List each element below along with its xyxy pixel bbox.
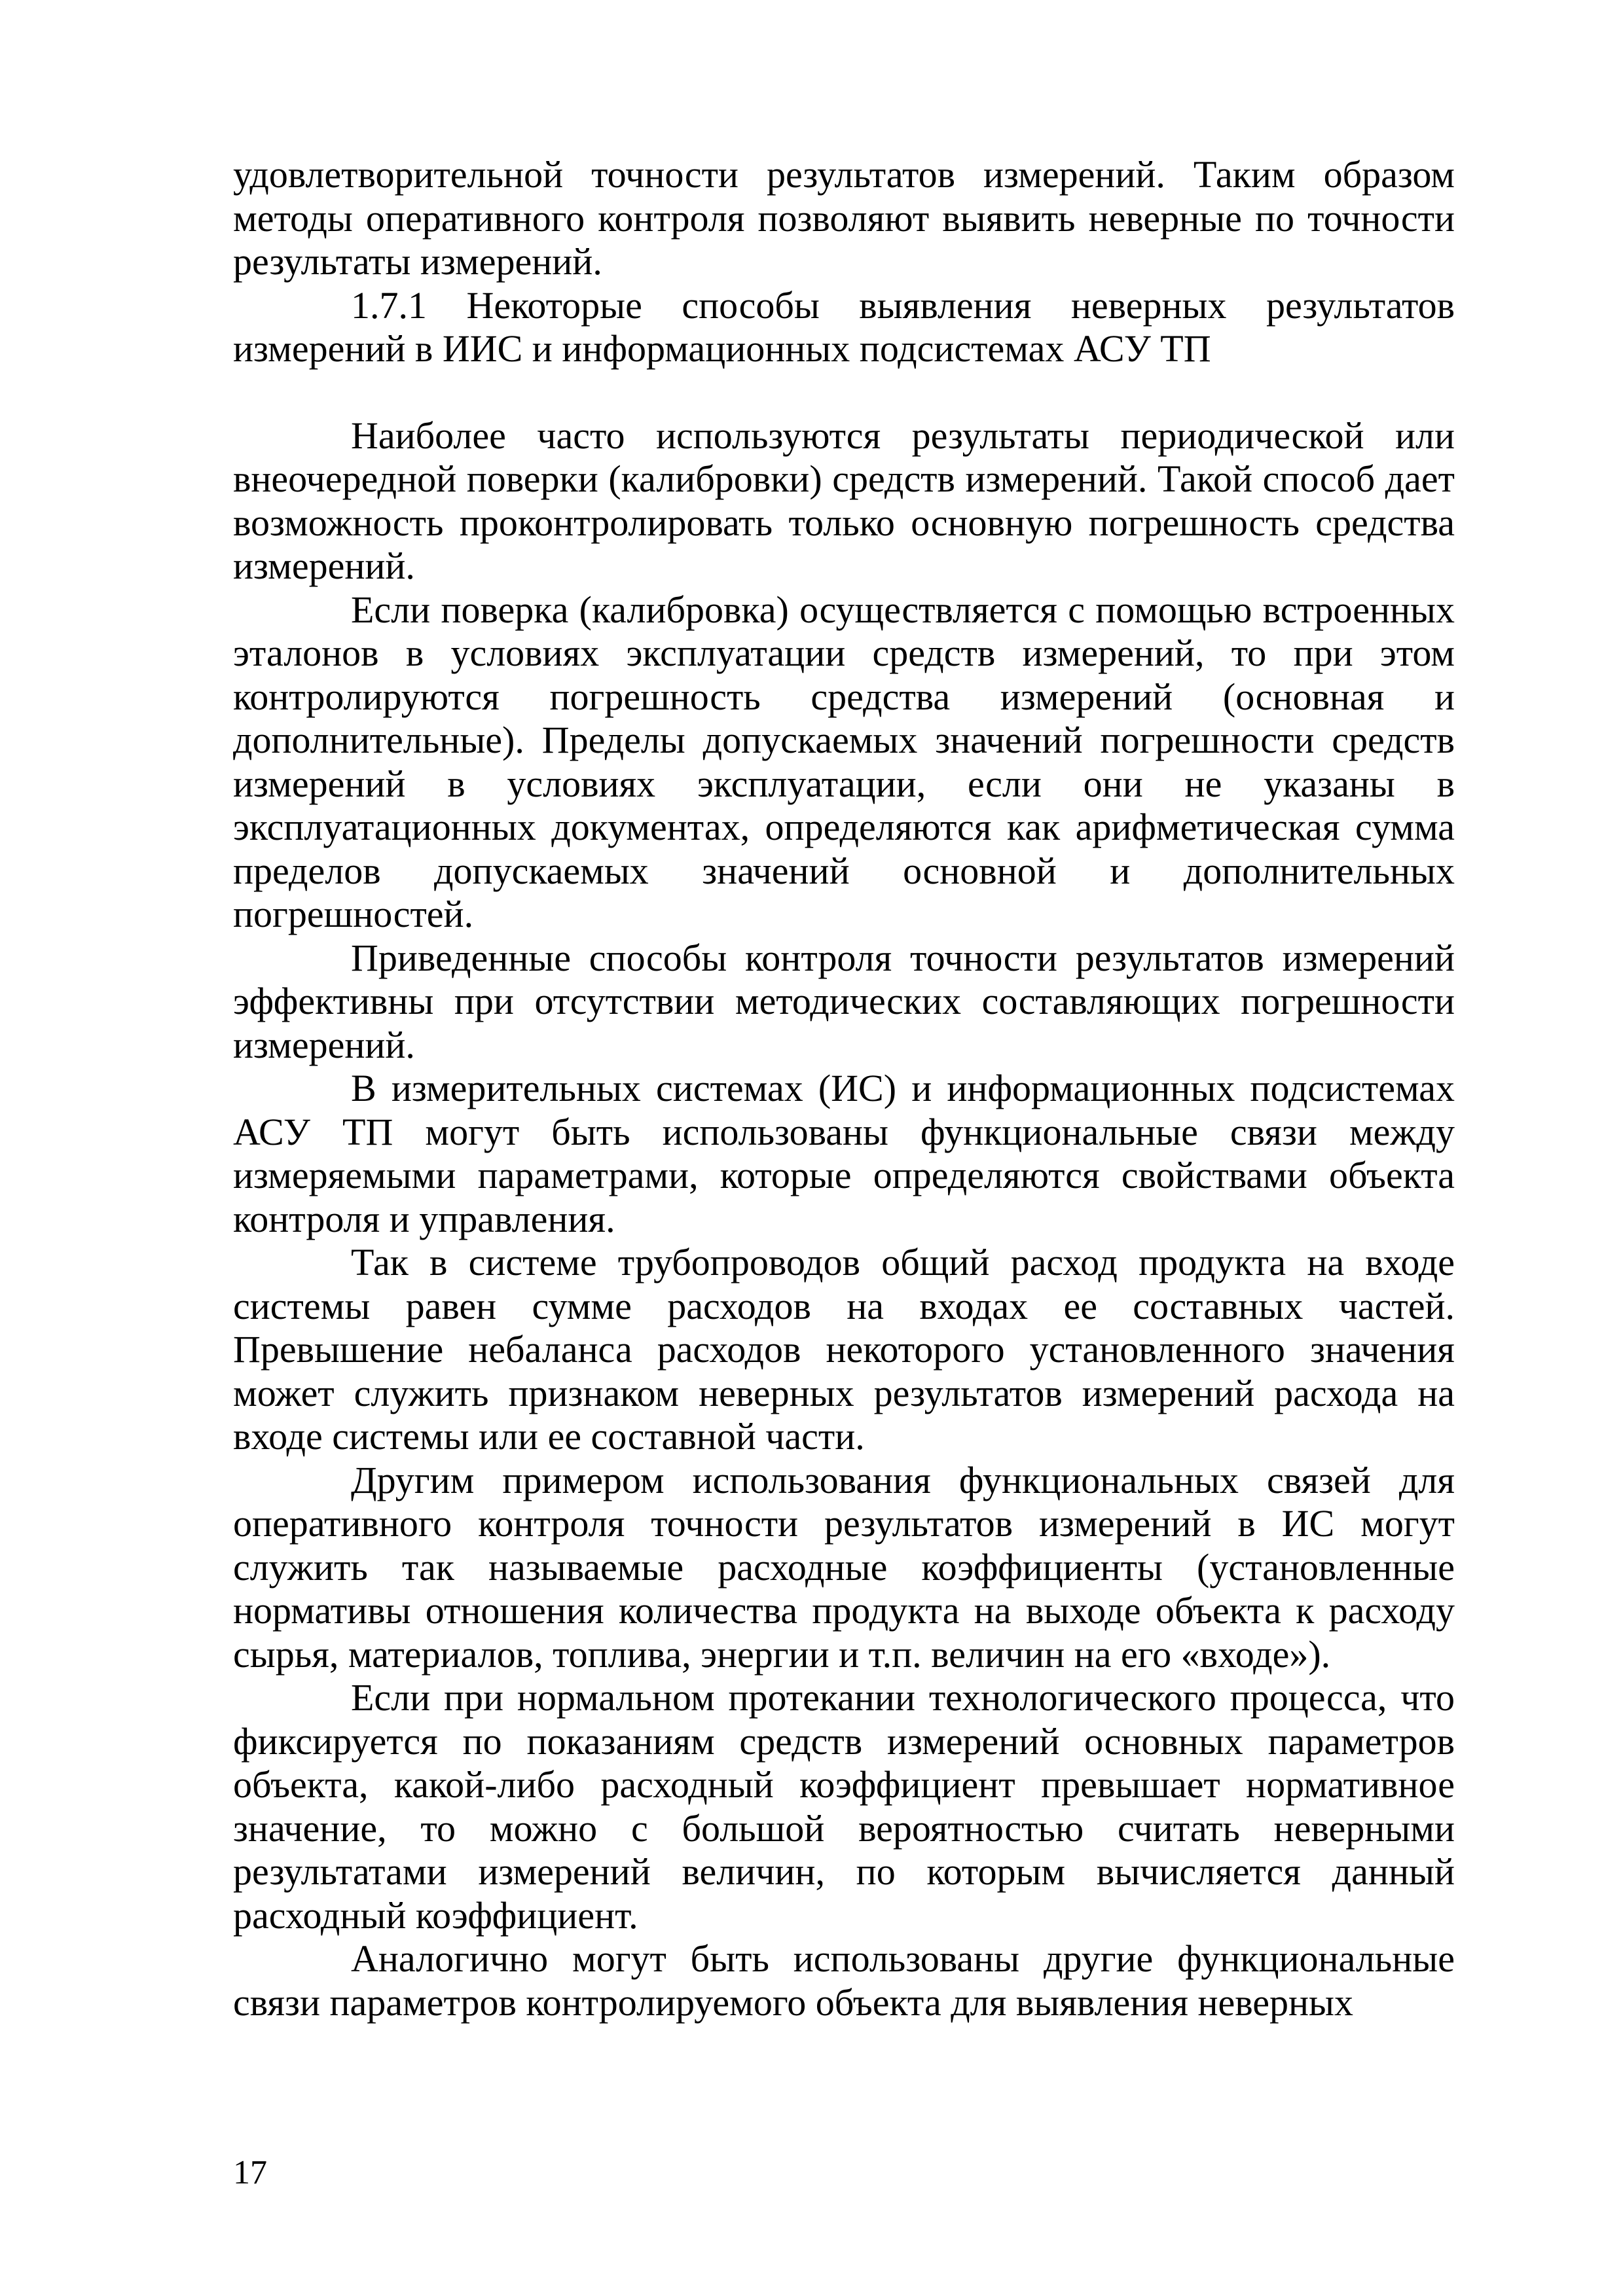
page-number: 17 — [233, 2154, 267, 2191]
paragraph-continuation: удовлетворительной точности результатов измерений. Таким образом методы оперативного контроля позволяют выявить неверные по точности результаты измерений. — [233, 153, 1455, 283]
paragraph: Наиболее часто используются результаты периодической или внеочередной поверки (калибровки) средств измерений. Такой способ дает возможность проконтролировать только основную погрешность средства измерений. — [233, 414, 1455, 587]
paragraph: Аналогично могут быть использованы другие функциональные связи параметров контролируемого объекта для выявления неверных — [233, 1937, 1455, 2024]
paragraph: Если поверка (калибровка) осуществляется с помощью встроенных эталонов в условиях эксплуатации средств измерений, то при этом контролируются погрешность средства измерений (основная и дополнительные). Пределы допускаемых значений погрешности средств измерений в условиях эксплуатации, если они не указаны в эксплуатационных документах, определяются как арифметическая сумма пределов допускаемых значений основной и дополнительных погрешностей. — [233, 588, 1455, 935]
paragraph: В измерительных системах (ИС) и информационных подсистемах АСУ ТП могут быть использованы функциональные связи между измеряемыми параметрами, которые определяются свойствами объекта контроля и управления. — [233, 1067, 1455, 1240]
paragraph: Другим примером использования функциональных связей для оперативного контроля точности результатов измерений в ИС могут служить так называемые расходные коэффициенты (установленные нормативы отношения количества продукта на выходе объекта к расходу сырья, материалов, топлива, энергии и т.п. величин на его «входе»). — [233, 1458, 1455, 1676]
body-text — [233, 153, 1455, 2024]
section-heading: 1.7.1 Некоторые способы выявления неверных результатов измерений в ИИС и информационных подсистемах АСУ ТП — [233, 283, 1455, 370]
paragraph: Так в системе трубопроводов общий расход продукта на входе системы равен сумме расходов на входах ее составных частей. Превышение небаланса расходов некоторого установленного значения может служить признаком неверных результатов измерений расхода на входе системы или ее составной части. — [233, 1241, 1455, 1458]
paragraph: Приведенные способы контроля точности результатов измерений эффективны при отсутствии методических составляющих погрешности измерений. — [233, 936, 1455, 1066]
paragraph: Если при нормальном протекании технологического процесса, что фиксируется по показаниям средств измерений основных параметров объекта, какой-либо расходный коэффициент превышает нормативное значение, то можно с большой вероятностью считать неверными результатами измерений величин, по которым вычисляется данный расходный коэффициент. — [233, 1676, 1455, 1937]
